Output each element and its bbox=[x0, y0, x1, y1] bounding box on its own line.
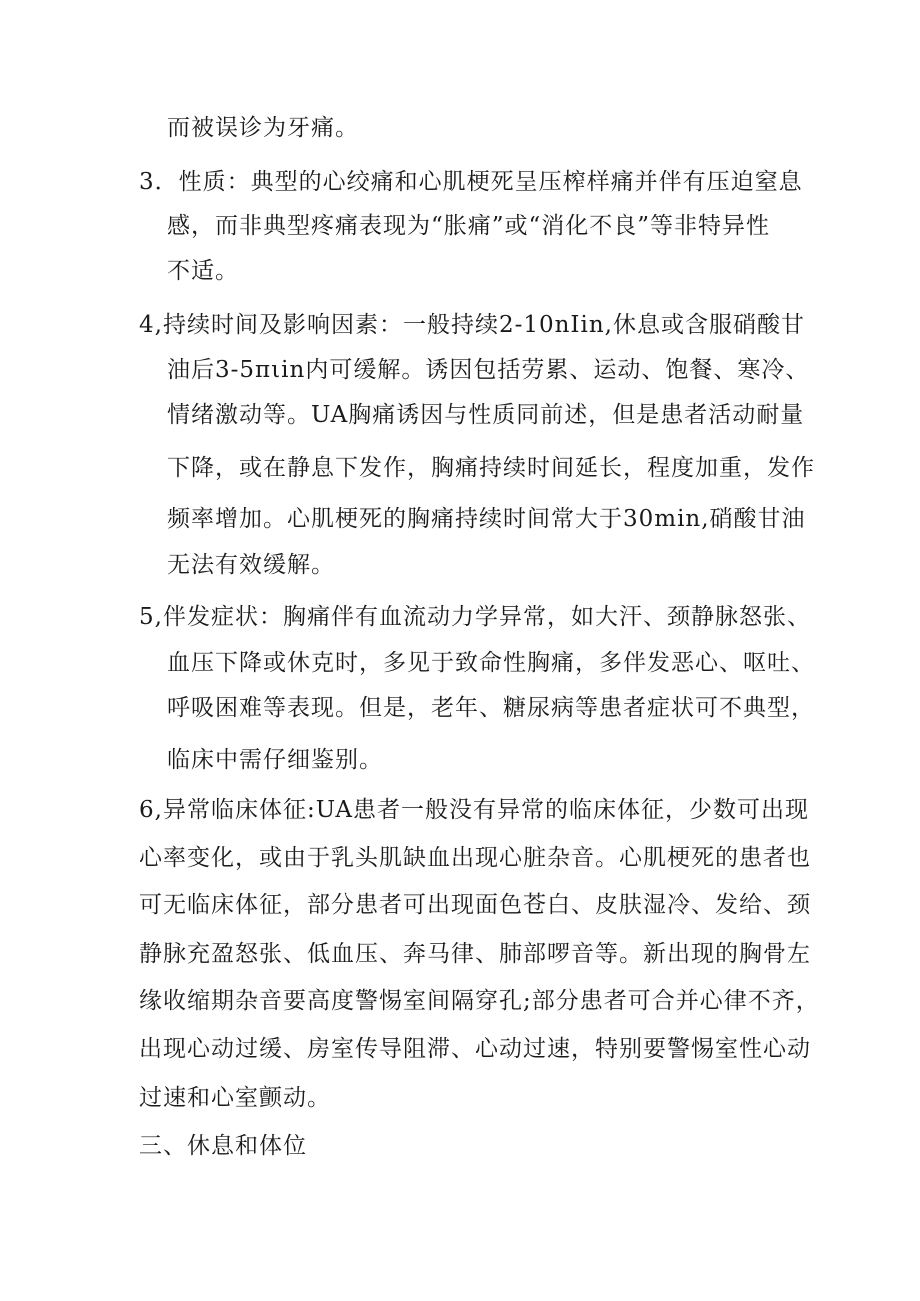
text-line: 出现心动过缓、房室传导阻滞、心动过速，特别要警惕室性心动 bbox=[139, 1036, 811, 1062]
text-line: 下降，或在静息下发作，胸痛持续时间延长，程度加重，发作 bbox=[167, 455, 815, 481]
text-line: 感，而非典型疼痛表现为“胀痛”或“消化不良”等非特异性 bbox=[167, 213, 771, 239]
text-line: 缘收缩期杂音要高度警惕室间隔穿孔;部分患者可合并心律不齐， bbox=[139, 988, 820, 1014]
text-line: 6,异常临床体征:UA患者一般没有异常的临床体征，少数可出现 bbox=[139, 797, 809, 823]
section-heading: 三、休息和体位 bbox=[139, 1133, 307, 1159]
text-line: 血压下降或休克时，多见于致命性胸痛，多伴发恶心、呕吐、 bbox=[167, 650, 815, 676]
text-line: 静脉充盈怒张、低血压、奔马律、肺部啰音等。新出现的胸骨左 bbox=[139, 941, 811, 967]
text-line: 可无临床体征，部分患者可出现面色苍白、皮肤湿冷、发给、颈 bbox=[139, 892, 811, 918]
text-line: 频率增加。心肌梗死的胸痛持续时间常大于30min,硝酸甘油 bbox=[167, 506, 806, 532]
text-line: 5,伴发症状：胸痛伴有血流动力学异常，如大汗、颈静脉怒张、 bbox=[139, 604, 811, 630]
text-line: 情绪激动等。UA胸痛诱因与性质同前述，但是患者活动耐量 bbox=[167, 402, 805, 428]
text-line: 临床中需仔细鉴别。 bbox=[167, 747, 383, 773]
text-line: 4,持续时间及影响因素：一般持续2-10nIin,休息或含服硝酸甘 bbox=[139, 312, 805, 338]
text-line: 呼吸困难等表现。但是，老年、糖尿病等患者症状可不典型， bbox=[167, 695, 815, 721]
text-line: 心率变化，或由于乳头肌缺血出现心脏杂音。心肌梗死的患者也 bbox=[139, 845, 811, 871]
text-line: 不适。 bbox=[167, 258, 239, 284]
text-line: 油后3-5πιin内可缓解。诱因包括劳累、运动、饱餐、寒冷、 bbox=[167, 357, 810, 383]
text-line: 而被误诊为牙痛。 bbox=[167, 115, 359, 141]
text-line: 无法有效缓解。 bbox=[167, 552, 335, 578]
text-line: 过速和心室颤动。 bbox=[139, 1085, 331, 1111]
text-line: 3．性质：典型的心绞痛和心肌梗死呈压榨样痛并伴有压迫窒息 bbox=[139, 169, 803, 195]
